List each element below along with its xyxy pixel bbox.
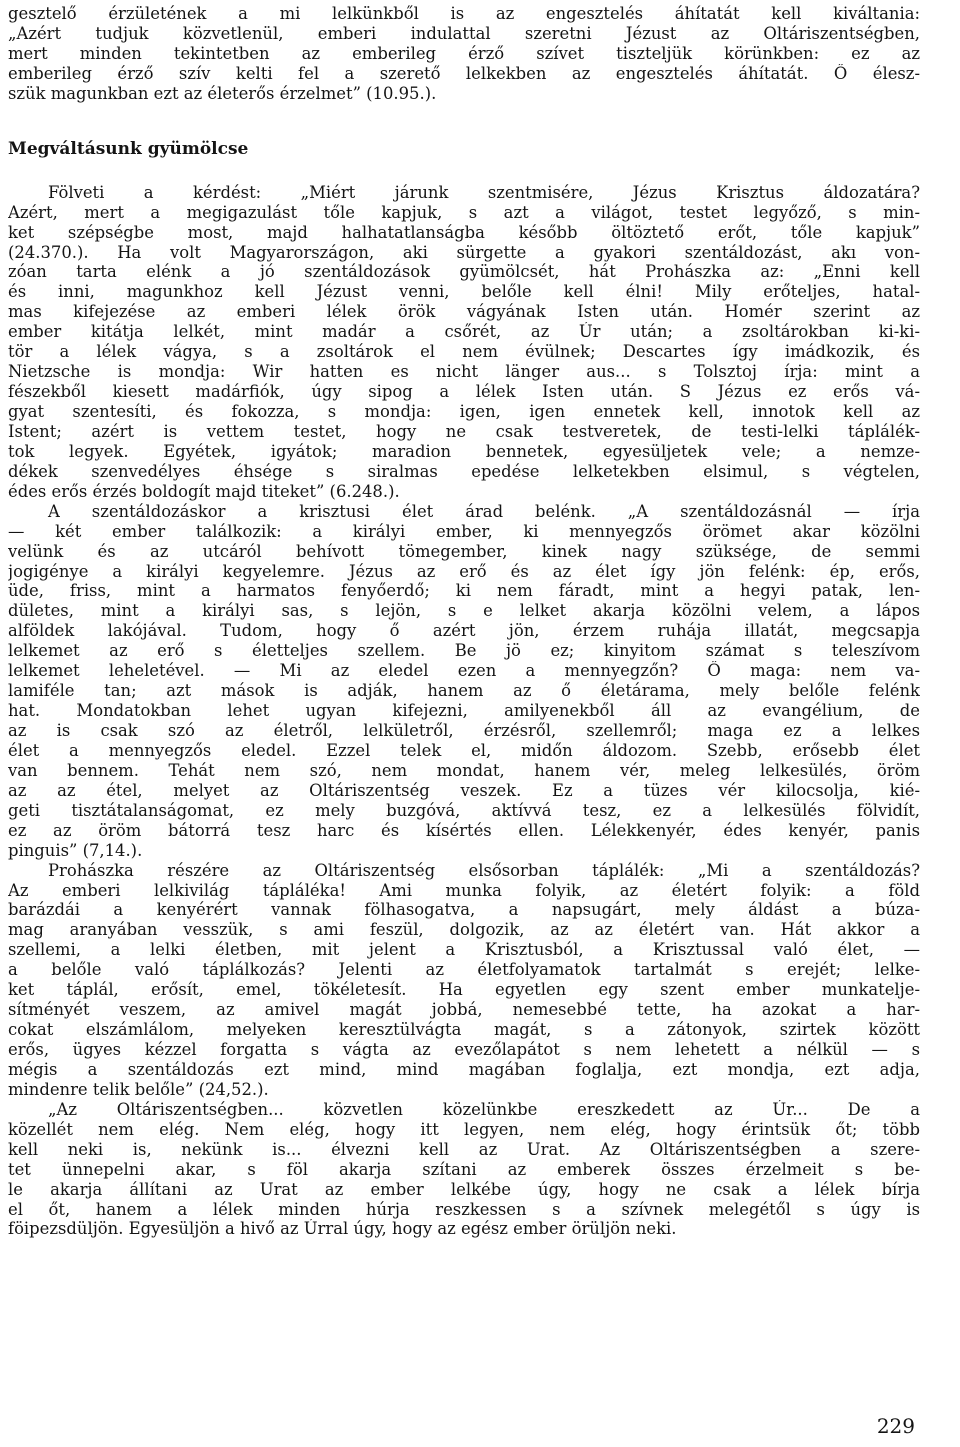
text-line: „Azért tudjuk közvetlenül, emberi indulattal szeretni Jézust az Oltáriszentségben,: [8, 23, 920, 43]
text-line: tet ünnepelni akar, s föl akarja szítani az emberek összes érzelmeit s be-: [8, 1159, 920, 1179]
text-line: föipezsdüljön. Egyesüljön a hivő az Úrral úgy, hogy az egész ember örüljön neki.: [8, 1219, 677, 1239]
text-line: az az étel, melyet az Oltáriszentség veszek. Ez a tüzes vér kilocsolja, kié-: [8, 780, 920, 800]
text-line: mag aranyában vesszük, s ami feszül, dolgozik, az az életért van. Hát akkor a: [8, 920, 920, 940]
text-line: kell neki is, nekünk is... élvezni kell az Urat. Az Oltáriszentségben a szere-: [8, 1139, 920, 1159]
text-line: el őt, hanem a lélek minden húrja reszkessen s a szívnek melegétől s úgy is: [8, 1199, 920, 1219]
text-line: ket szépségbe most, majd halhatatlanságba később öltöztető erőt, tőle kapjuk”: [8, 222, 920, 242]
text-line: ember kitátja lelkét, mint madár a csőrét, az Úr után; a zsoltárokban ki-ki-: [8, 322, 920, 342]
text-line: üde, friss, mint a harmatos fenyőerdő; ki nem fáradt, mint a hegyi patak, len-: [8, 581, 920, 601]
text-line: „Az Oltáriszentségben... közvetlen közelünkbe ereszkedett az Úr... De a: [48, 1099, 920, 1119]
text-line: sítményét veszem, az amivel magát jobbá, nemesebbé tette, ha azokat a har-: [8, 1000, 920, 1020]
text-line: lelkemet az erő s életteljes szellem. Be jö ez; kinyitom számat s teleszívom: [8, 641, 920, 661]
text-line: velünk és az utcáról behívott tömegember, kinek nagy szüksége, de semmi: [8, 541, 920, 561]
paragraph-1: [8, 183, 920, 502]
text-line: tok legyek. Egyétek, igyátok; maradion bennetek, egyesüljetek vele; a nemze-: [8, 441, 920, 461]
text-line: zóan tarta elénk a jó szentáldozások gyümölcsét, hát Prohászka az: „Enni kell: [8, 262, 920, 282]
text-line: van bennem. Tehát nem szó, nem mondat, hanem vér, meleg lelkesülés, öröm: [8, 760, 920, 780]
text-line: lelkemet leheletével. — Mi az eledel ezen a mennyegzőn? Ő maga: nem va-: [8, 661, 920, 681]
text-line: fészekből kiesett madárfiók, úgy sipog a lélek Isten után. S Jézus ez erős vá-: [8, 382, 920, 402]
text-line: az is csak szó az életről, lelkületről, érzésről, szellemről; maga ez a lelkes: [8, 721, 920, 740]
text-line: ez az öröm bátorrá tesz harc és kísértés ellen. Lélekkenyér, édes kenyér, panis: [8, 820, 920, 840]
text-line: édes erős érzés boldogít majd titeket” (6.248.).: [8, 481, 400, 501]
text-line: Az emberi lelkivilág tápláléka! Ami munka folyik, az életért folyik: a föld: [8, 880, 920, 900]
text-line: jogigénye a királyi kegyelemre. Jézus az erő és az élet így jön felénk: ép, erős,: [8, 561, 920, 581]
text-line: geti tisztátalanságomat, ez mely buzgóvá, aktívvá tesz, ez a lelkesülés fölvidít,: [8, 800, 920, 820]
text-line: Fölveti a kérdést: „Miért járunk szentmisére, Jézus Krisztus áldozatára?: [48, 182, 920, 202]
text-line: tör a lélek vágya, s a zsoltárok el nem évülnek; Descartes így imádkozik, és: [8, 342, 920, 362]
text-line: dékek szenvedélyes éhsége s siralmas epedése lelketekben elsimul, s végtelen,: [8, 461, 920, 481]
text-line: közellét nem elég. Nem elég, hogy itt legyen, nem elég, hogy érintsük őt; több: [8, 1119, 920, 1139]
paragraph-2: [8, 502, 920, 861]
text-line: élet a mennyegzős eledel. Ezzel telek el, midőn áldozom. Szebb, erősebb élet: [8, 740, 920, 760]
page-number: 229: [876, 1414, 915, 1438]
text-line: cokat elszámlálom, melyeken keresztülvágta magát, s a zátonyok, szirtek között: [8, 1020, 920, 1040]
intro-paragraph: [8, 4, 920, 104]
text-line: erős, ügyes kézzel forgatta s vágta az evezőlapátot s nem lehetett a nélkül — s: [8, 1040, 920, 1059]
text-line: gyat szentesíti, és fokozza, s mondja: igen, igen ennetek kell, innotok kell az: [8, 402, 920, 421]
text-line: dületes, mint a királyi sas, s lejön, s e lelket akarja közölni velem, a lápos: [8, 601, 920, 621]
text-line: gesztelő érzületének a mi lelkünkből is az engesztelés áhítatát kell kiváltania:: [8, 4, 920, 23]
text-line: Prohászka részére az Oltáriszentség elsősorban táplálék: „Mi a szentáldozás?: [48, 860, 920, 880]
text-line: mas kifejezése az emberi lélek örök vágyának Isten után. Homér szerint az: [8, 302, 920, 322]
text-line: hat. Mondatokban lehet ugyan kifejezni, amilyenekből áll az evangélium, de: [8, 701, 920, 721]
text-line: — két ember találkozik: a királyi ember, ki mennyegzős örömet akar közölni: [8, 521, 920, 541]
text-line: Nietzsche is mondja: Wir hatten es nicht länger aus... s Tolsztoj írja: mint a: [8, 362, 920, 382]
text-line: Istent; azért is vettem testet, hogy ne csak testveretek, de testi-lelki táplálék-: [8, 421, 920, 441]
text-line: emberileg érző szív kelti fel a szerető lelkekben az engesztelés áhítatát. Ő élesz-: [8, 63, 920, 83]
text-line: (24.370.). Ha volt Magyarországon, aki sürgette a gyakori szentáldozást, akı von-: [8, 242, 920, 262]
section-heading: Megváltásunk gyümölcse: [8, 138, 249, 159]
text-line: barázdái a kenyérért vannak fölhasogatva, a napsugárt, mely áldást a búza-: [8, 900, 920, 920]
book-page: [8, 4, 920, 1239]
text-line: Azért, mert a megigazulást tőle kapjuk, s azt a világot, testet legyőző, s min-: [8, 202, 920, 222]
text-line: lamiféle tan; azt mások is adják, hanem az ő életárama, mely belőle felénk: [8, 681, 920, 701]
text-line: mégis a szentáldozás ezt mind, mind magában foglalja, ezt mondja, ezt adja,: [8, 1059, 920, 1079]
paragraph-3: [8, 861, 920, 1100]
text-line: ket táplál, erősít, emel, tökéletesít. Ha egyetlen egy szent ember munkatelje-: [8, 980, 920, 1000]
paragraph-4: [8, 1100, 920, 1240]
text-line: a belőle való táplálkozás? Jelenti az életfolyamatok tartalmát s erejét; lelke-: [8, 960, 920, 980]
text-line: mert minden tekintetben az emberileg érző szívet tiszteljük körünkben: ez az: [8, 43, 920, 63]
text-line: alföldek lakójával. Tudom, hogy ő azért jön, érzem ruhája illatát, megcsapja: [8, 621, 920, 641]
text-line: pinguis” (7,14.).: [8, 840, 143, 860]
text-line: szük magunkban ezt az életerős érzelmet” (10.95.).: [8, 83, 437, 103]
text-line: le akarja állítani az Urat az ember lelkébe úgy, hogy ne csak a lélek bírja: [8, 1179, 920, 1199]
text-line: szellemi, a lelki életben, mit jelent a Krisztusból, a Krisztussal való élet, —: [8, 940, 920, 960]
text-line: A szentáldozáskor a krisztusi élet árad belénk. „A szentáldozásnál — írja: [48, 501, 920, 521]
text-line: és inni, magunkhoz kell Jézust venni, belőle kell élni! Mily erőteljes, hatal-: [8, 282, 920, 302]
text-line: mindenre telik belőle” (24,52.).: [8, 1079, 269, 1099]
